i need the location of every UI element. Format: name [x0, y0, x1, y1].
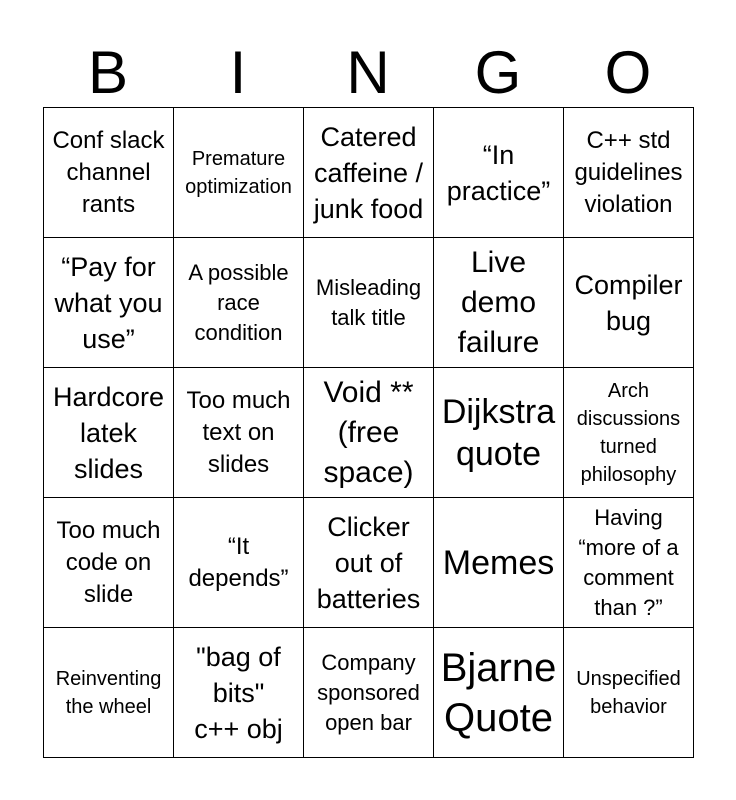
bingo-cell[interactable] — [304, 238, 434, 368]
bingo-cell[interactable] — [44, 368, 174, 498]
bingo-cell[interactable] — [304, 498, 434, 628]
cell-text: Conf slack channel rants — [52, 126, 165, 218]
cell-text: Misleading talk title — [315, 274, 422, 330]
cell-text: Clicker out of batteries — [316, 511, 421, 614]
header-letter-g: G — [474, 39, 522, 106]
bingo-cell[interactable] — [44, 238, 174, 368]
free-space-cell[interactable] — [304, 368, 434, 498]
bingo-cell[interactable] — [564, 108, 694, 238]
bingo-header — [43, 38, 693, 108]
cell-text: Bjarne Quote — [440, 645, 557, 740]
bingo-cell[interactable] — [44, 498, 174, 628]
cell-text: Too much code on slide — [56, 516, 161, 608]
bingo-cell[interactable] — [304, 108, 434, 238]
cell-text: Having “more of a comment than ?” — [578, 504, 679, 620]
bingo-cell[interactable] — [434, 238, 564, 368]
header-letter-b: B — [87, 39, 129, 106]
header-letter-n: N — [346, 39, 390, 106]
bingo-cell[interactable] — [564, 628, 694, 758]
bingo-cell[interactable] — [44, 108, 174, 238]
cell-text: Memes — [442, 543, 555, 582]
cell-text: A possible race condition — [188, 259, 289, 345]
cell-text: Catered caffeine / junk food — [313, 121, 424, 224]
bingo-cell[interactable] — [434, 108, 564, 238]
bingo-cell[interactable] — [174, 628, 304, 758]
cell-text: "bag of bits" c++ obj — [194, 641, 283, 744]
bingo-cell[interactable] — [434, 628, 564, 758]
cell-text: Dijkstra quote — [441, 392, 556, 473]
bingo-cell[interactable] — [174, 238, 304, 368]
bingo-cell[interactable] — [174, 108, 304, 238]
bingo-cell[interactable] — [564, 238, 694, 368]
cell-text: Compiler bug — [574, 269, 683, 336]
cell-text: Hardcore latek slides — [52, 381, 165, 484]
cell-text: Reinventing the wheel — [55, 667, 162, 718]
cell-text: Void ** (free space) — [323, 375, 414, 489]
cell-text: “In practice” — [446, 139, 551, 206]
bingo-cell[interactable] — [44, 628, 174, 758]
bingo-cell[interactable] — [304, 628, 434, 758]
cell-text: “Pay for what you use” — [54, 251, 163, 354]
header-letter-o: O — [604, 39, 652, 106]
cell-text: Live demo failure — [457, 245, 540, 359]
cell-text: Arch discussions turned philosophy — [576, 379, 681, 486]
cell-text: Too much text on slides — [186, 386, 291, 478]
cell-text: Premature optimization — [185, 147, 292, 198]
bingo-grid — [43, 107, 694, 758]
bingo-cell[interactable] — [564, 498, 694, 628]
cell-text: “It depends” — [188, 532, 289, 592]
header-letter-i: I — [229, 39, 247, 106]
bingo-cell[interactable] — [564, 368, 694, 498]
bingo-cell[interactable] — [434, 498, 564, 628]
cell-text: Unspecified behavior — [576, 667, 681, 718]
cell-text: C++ std guidelines violation — [574, 126, 683, 218]
bingo-cell[interactable] — [434, 368, 564, 498]
cell-text: Company sponsored open bar — [317, 649, 420, 735]
bingo-cell[interactable] — [174, 498, 304, 628]
bingo-cell[interactable] — [174, 368, 304, 498]
